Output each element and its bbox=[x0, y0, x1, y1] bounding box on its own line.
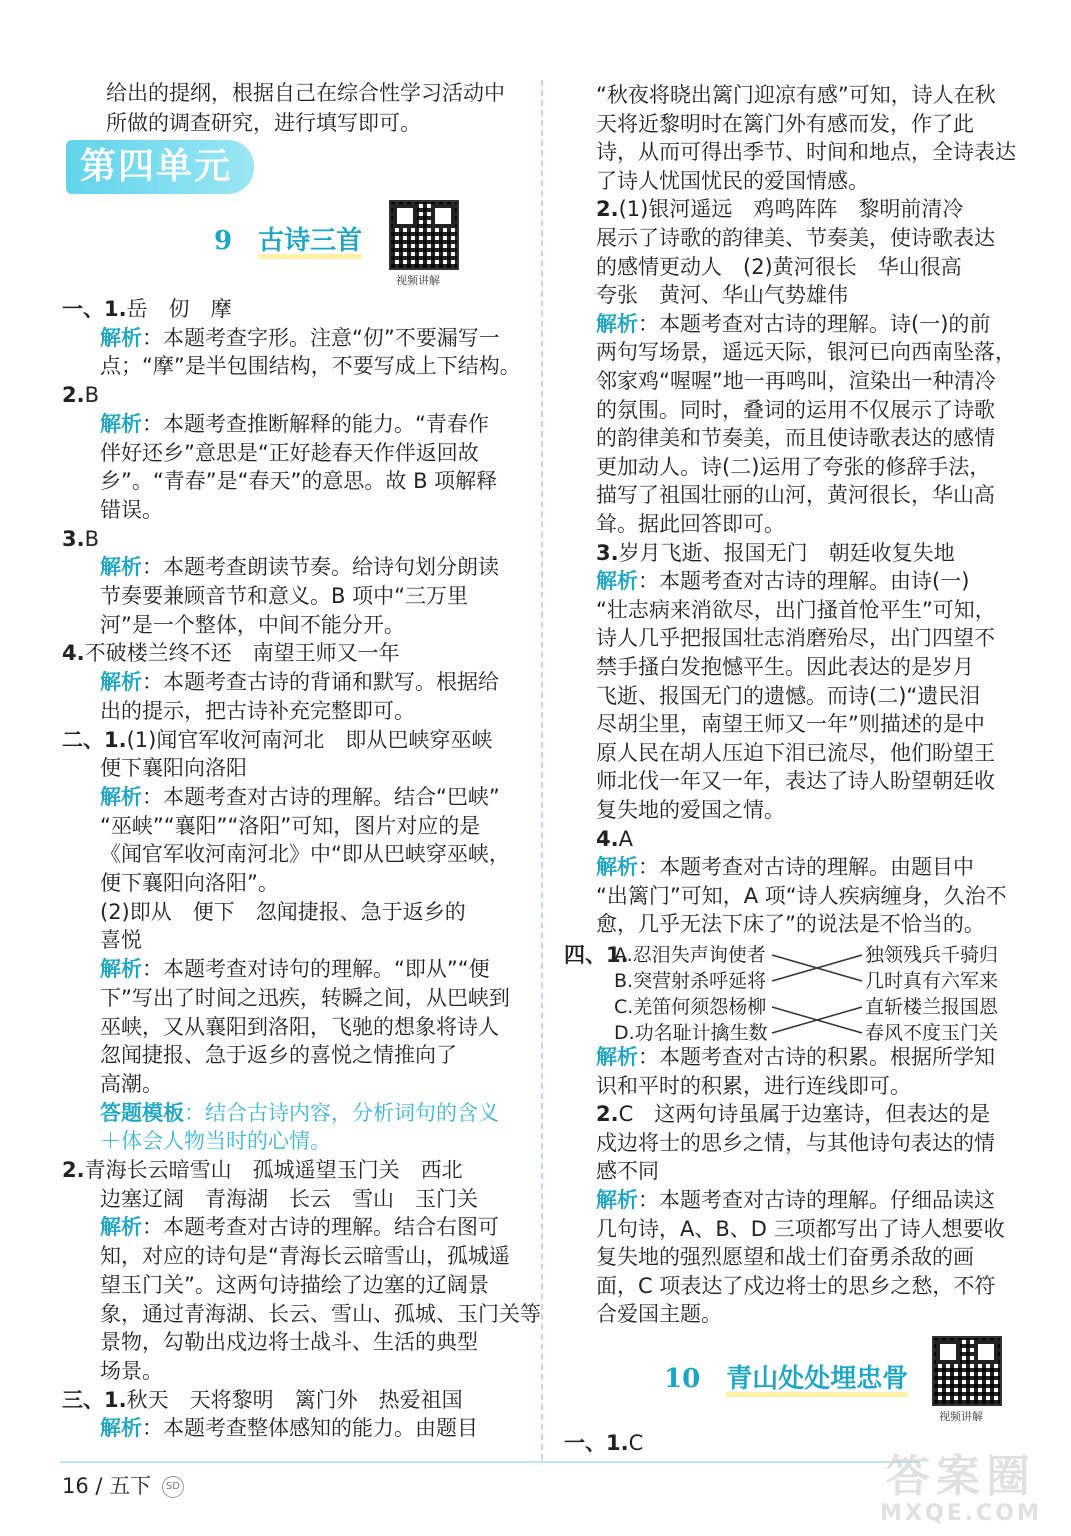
line-text: ：本题考查整体感知的能力。由题目 bbox=[142, 1416, 478, 1441]
text-line bbox=[62, 380, 99, 410]
text-line bbox=[596, 909, 985, 939]
question-label: 二、1. bbox=[62, 727, 127, 752]
match-line-c bbox=[772, 1007, 862, 1033]
line-text: 望玉门关”。这两句诗描绘了边塞的辽阔景 bbox=[100, 1272, 489, 1297]
line-text: 复失地的强烈愿望和战士们奋勇杀敌的画 bbox=[596, 1245, 974, 1270]
line-text: “壮志病来消欲尽，出门搔首怆平生”可知， bbox=[596, 597, 996, 622]
text-line bbox=[62, 725, 492, 755]
analysis-keyword: 解析 bbox=[100, 1416, 142, 1441]
text-line bbox=[100, 466, 497, 496]
line-text: 的韵律美和节奏美，而且使诗歌表达的感情 bbox=[596, 426, 995, 451]
page-separator: / bbox=[95, 1474, 103, 1498]
text-line bbox=[596, 538, 955, 568]
text-line bbox=[100, 1299, 541, 1329]
line-text: 飞逝、报国无门的遗憾。而诗(二)“遗民泪 bbox=[596, 683, 981, 708]
analysis-keyword: 解析 bbox=[100, 325, 142, 350]
text-line bbox=[596, 1128, 995, 1158]
text-line bbox=[100, 552, 499, 582]
line-text: 愈，几乎无法下床了”的说法是不恰当的。 bbox=[596, 912, 985, 937]
unit-title: 第四单元 bbox=[66, 140, 254, 194]
text-line bbox=[596, 709, 985, 739]
analysis-keyword: 解析 bbox=[596, 855, 638, 880]
line-text: 邻家鸡“喔喔”地一再鸣叫，渲染出一种清冷 bbox=[596, 369, 996, 393]
text-line bbox=[596, 194, 963, 224]
match-line-a bbox=[772, 955, 862, 981]
text-line bbox=[596, 738, 995, 768]
text-line bbox=[596, 80, 996, 110]
question-label: 2. bbox=[596, 1102, 619, 1127]
text-line bbox=[596, 1156, 659, 1186]
lesson-9-title bbox=[214, 226, 362, 259]
text-line bbox=[100, 409, 489, 439]
line-text: 《闻官军收河南河北》中“即从巴峡穿巫峡， bbox=[100, 842, 510, 867]
text-line bbox=[100, 1126, 331, 1156]
watermark-line-1: 答案圈 bbox=[886, 1451, 1036, 1502]
line-text: (2)即从 便下 忽闻捷报、急于返乡的 bbox=[100, 899, 466, 924]
text-line bbox=[596, 280, 848, 310]
line-text: (1)闻官军收河南河北 即从巴峡穿巫峡 bbox=[126, 727, 493, 752]
line-text: 出的提示，把古诗补充完整即可。 bbox=[100, 698, 415, 723]
qr-code-icon[interactable] bbox=[932, 1336, 1002, 1406]
line-text: 青海长云暗雪山 孤城遥望玉门关 西北 bbox=[84, 1158, 463, 1182]
line-text: 边塞辽阔 青海湖 长云 雪山 玉门关 bbox=[100, 1186, 478, 1211]
line-text: 感不同 bbox=[596, 1159, 659, 1184]
line-text: “巫峡”“襄阳”“洛阳”可知，图片对应的是 bbox=[100, 813, 481, 838]
text-line bbox=[100, 782, 500, 812]
line-text: ：本题考查对古诗的理解。由题目中 bbox=[638, 855, 974, 880]
line-text: 原人民在胡人压迫下泪已流尽，他们盼望王 bbox=[596, 740, 995, 765]
line-text: 便下襄阳向洛阳”。 bbox=[100, 871, 279, 895]
text-line bbox=[100, 323, 500, 353]
text-line bbox=[100, 1327, 478, 1357]
text-line bbox=[596, 1299, 722, 1329]
text-line bbox=[100, 1069, 163, 1099]
line-text: 展示了诗歌的韵律美、节奏美，使诗歌表达 bbox=[596, 226, 995, 250]
text-line bbox=[100, 1040, 457, 1070]
text-line bbox=[596, 1271, 995, 1301]
line-text: 了诗人忧国忧民的爱国情感。 bbox=[596, 168, 869, 193]
question-label: 一、1. bbox=[564, 1431, 629, 1455]
text-line bbox=[596, 1071, 911, 1101]
text-line bbox=[596, 852, 974, 882]
match-left-a: A.忍泪失声询使者 bbox=[614, 944, 766, 966]
column-divider bbox=[541, 80, 543, 1460]
text-line bbox=[596, 766, 995, 796]
text-line bbox=[62, 294, 232, 324]
page-footer bbox=[62, 1470, 184, 1500]
line-text: 描写了祖国壮丽的山河，黄河很长，华山高 bbox=[596, 483, 995, 508]
line-text: “秋夜将晓出篱门迎凉有感”可知，诗人在秋 bbox=[596, 83, 996, 107]
analysis-keyword: 解析 bbox=[100, 670, 142, 695]
question-label: 4. bbox=[596, 826, 619, 851]
lesson-10-title bbox=[664, 1364, 908, 1397]
line-text: B bbox=[84, 526, 100, 551]
text-line bbox=[100, 1413, 478, 1443]
text-line bbox=[100, 1356, 163, 1386]
line-text: 岁月飞逝、报国无门 朝廷收复失地 bbox=[618, 540, 955, 565]
line-text: 复失地的爱国之情。 bbox=[596, 798, 785, 822]
match-left-d: D.功名耻计擒生数 bbox=[614, 1022, 768, 1044]
text-line bbox=[596, 223, 995, 253]
line-text: 合爱国主题。 bbox=[596, 1302, 722, 1327]
line-text: 识和平时的积累，进行连线即可。 bbox=[596, 1073, 911, 1098]
line-text: C 这两句诗虽属于边塞诗，但表达的是 bbox=[618, 1102, 991, 1127]
text-line bbox=[100, 897, 466, 927]
line-text: ：本题考查古诗的背诵和默写。根据给 bbox=[142, 670, 499, 695]
line-text: “出篱门”可知，A 项“诗人疾病缠身，久治不 bbox=[596, 883, 1007, 908]
lesson-name: 古诗三首 bbox=[258, 228, 362, 259]
line-text: 更加动人。诗(二)运用了夸张的修辞手法， bbox=[596, 454, 991, 479]
text-line bbox=[100, 868, 279, 898]
line-text: 几句诗，A、B、D 三项都写出了诗人想要收 bbox=[596, 1216, 1005, 1241]
answer-text: C bbox=[628, 1431, 644, 1455]
line-text: 夸张 黄河、华山气势雄伟 bbox=[596, 283, 848, 308]
line-text: 的氛围。同时，叠词的运用不仅展示了诗歌 bbox=[596, 397, 995, 422]
line-text: A bbox=[618, 826, 633, 851]
question-label: 一、1. bbox=[62, 297, 127, 321]
match-left-b: B.突营射杀呼延将 bbox=[614, 970, 767, 992]
text-line bbox=[100, 438, 479, 468]
question-label: 3. bbox=[596, 540, 619, 565]
text-line bbox=[596, 423, 995, 453]
text-line bbox=[100, 839, 510, 869]
line-text: ：本题考查对古诗的积累。根据所学知 bbox=[638, 1045, 995, 1069]
line-text: 两句写场景，遥远天际，银河已向西南坠落， bbox=[596, 340, 1016, 365]
question-label: 2. bbox=[62, 383, 85, 408]
text-line bbox=[596, 652, 974, 682]
text-line bbox=[596, 109, 974, 139]
text-line bbox=[100, 1012, 499, 1042]
text-line bbox=[596, 166, 869, 196]
text-line bbox=[596, 595, 996, 625]
text-line bbox=[596, 881, 1007, 911]
line-text: 的感情更动人 (2)黄河很长 华山很高 bbox=[596, 254, 962, 279]
line-text: ：本题考查推断解释的能力。“青春作 bbox=[142, 411, 489, 436]
text-line bbox=[596, 1185, 995, 1215]
text-line bbox=[100, 983, 510, 1013]
text-line bbox=[596, 566, 969, 596]
line-text: 点；“摩”是半包围结构，不要写成上下结构。 bbox=[100, 354, 521, 379]
line-text: ：本题考查字形。注意“仞”不要漏写一 bbox=[142, 325, 500, 350]
line-text: 面，C 项表达了戍边将士的思乡之愁，不符 bbox=[596, 1273, 996, 1298]
text-line bbox=[596, 452, 990, 482]
line-text: ：本题考查对诗句的理解。“即从”“便 bbox=[142, 957, 490, 982]
qr-caption: 视频讲解 bbox=[939, 1410, 983, 1423]
analysis-keyword: 解析 bbox=[596, 1188, 638, 1212]
text-line bbox=[596, 395, 995, 425]
line-text: 知，对应的诗句是“青海长云暗雪山，孤城遥 bbox=[100, 1244, 510, 1269]
text-line bbox=[100, 1241, 510, 1271]
line-text: 师北伐一年又一年，表达了诗人盼望朝廷收 bbox=[596, 769, 995, 794]
line-text: 岳 仞 摩 bbox=[126, 297, 232, 321]
text-line bbox=[62, 1155, 463, 1185]
analysis-keyword: 答题模板 bbox=[100, 1100, 184, 1125]
text-line bbox=[596, 1214, 1005, 1244]
question-label: 4. bbox=[62, 641, 85, 666]
match-right-2: 几时真有六军来 bbox=[865, 970, 999, 992]
text-line bbox=[100, 351, 521, 381]
text-line bbox=[596, 252, 962, 282]
text-line bbox=[596, 1242, 974, 1272]
line-text: ：本题考查对古诗的理解。结合“巴峡” bbox=[142, 784, 500, 809]
text-line bbox=[100, 1212, 499, 1242]
matching-label: 四、1. bbox=[564, 943, 629, 967]
template-text: ：结合古诗内容，分析词句的含义 bbox=[184, 1100, 499, 1125]
line-text: B bbox=[84, 383, 100, 408]
line-text: ：本题考查对古诗的理解。由诗(一) bbox=[638, 569, 970, 594]
text-line bbox=[596, 681, 980, 711]
text-line bbox=[62, 1385, 463, 1415]
watermark bbox=[876, 1452, 1046, 1532]
line-text: ：本题考查朗读节奏。给诗句划分朗读 bbox=[142, 555, 499, 580]
line-text: ：本题考查对古诗的理解。仔细品读这 bbox=[638, 1188, 995, 1212]
text-line bbox=[100, 1098, 499, 1128]
intro-line-1: 给出的提纲，根据自己在综合性学习活动中 bbox=[106, 81, 505, 105]
text-line bbox=[596, 623, 995, 653]
footer-rule bbox=[60, 1461, 920, 1463]
qr-caption: 视频讲解 bbox=[396, 274, 440, 287]
text-line bbox=[100, 667, 499, 697]
text-line bbox=[100, 1270, 489, 1300]
line-text: 忽闻捷报、急于返乡的喜悦之情推向了 bbox=[100, 1043, 457, 1068]
qr-code-icon[interactable] bbox=[389, 200, 459, 270]
analysis-keyword: 解析 bbox=[100, 784, 142, 809]
line-text: 尽胡尘里，南望王师又一年”则描述的是中 bbox=[596, 712, 985, 737]
match-line-d bbox=[772, 1007, 862, 1033]
line-text: 耸。据此回答即可。 bbox=[596, 512, 785, 536]
line-text: 戍边将士的思乡之情，与其他诗句表达的情 bbox=[596, 1130, 995, 1155]
line-text: 秋天 天将黎明 篱门外 热爱祖国 bbox=[126, 1387, 463, 1412]
text-line bbox=[100, 610, 405, 640]
question-label: 2. bbox=[62, 1158, 85, 1182]
line-text: 乡”。“青春”是“春天”的意思。故 B 项解释 bbox=[100, 469, 498, 494]
analysis-keyword: 解析 bbox=[596, 569, 638, 594]
analysis-keyword: 解析 bbox=[100, 1215, 142, 1240]
grade-label: 五下 bbox=[109, 1474, 152, 1498]
text-line bbox=[100, 495, 163, 525]
line-text: 下”写出了时间之迅疾，转瞬之间，从巴峡到 bbox=[100, 985, 510, 1010]
analysis-keyword: 解析 bbox=[596, 1045, 638, 1069]
line-text: 不破楼兰终不还 南望王师又一年 bbox=[84, 641, 400, 666]
line-text: 伴好还乡”意思是“正好趁春天作伴返回故 bbox=[100, 440, 479, 465]
text-line bbox=[100, 954, 490, 984]
line-text: ：本题考查对古诗的理解。结合右图可 bbox=[142, 1215, 499, 1240]
question-label: 三、1. bbox=[62, 1387, 127, 1412]
line-text: 高潮。 bbox=[100, 1071, 163, 1096]
text-line bbox=[596, 795, 785, 825]
line-text: 河”是一个整体，中间不能分开。 bbox=[100, 612, 405, 637]
text-line bbox=[100, 1184, 478, 1214]
text-line bbox=[100, 696, 415, 726]
intro-line-2: 所做的调查研究，进行填写即可。 bbox=[106, 111, 421, 135]
line-text: 节奏要兼顾音节和意义。B 项中“三万里 bbox=[100, 584, 468, 608]
line-text: 场景。 bbox=[100, 1358, 163, 1383]
match-left-c: C.羌笛何须怨杨柳 bbox=[614, 996, 767, 1018]
line-text: 便下襄阳向洛阳 bbox=[100, 756, 247, 781]
line-text: 禁手搔白发抱憾平生。因此表达的是岁月 bbox=[596, 655, 974, 679]
line-text: ：本题考查对古诗的理解。诗(一)的前 bbox=[638, 311, 991, 336]
analysis-keyword: 解析 bbox=[100, 555, 142, 580]
text-line bbox=[596, 824, 633, 854]
line-text: 景物，勾勒出戍边将士战斗、生活的典型 bbox=[100, 1330, 478, 1355]
question-label: 2. bbox=[596, 197, 619, 222]
line-text: 天将近黎明时在篱门外有感而发，作了此 bbox=[596, 111, 974, 136]
text-line bbox=[100, 581, 468, 611]
match-line-b bbox=[772, 955, 862, 981]
match-right-1: 独领残兵千骑归 bbox=[865, 944, 999, 966]
line-text: (1)银河遥远 鸡鸣阵阵 黎明前清冷 bbox=[618, 197, 964, 222]
lesson-number: 10 bbox=[664, 1364, 701, 1394]
text-line bbox=[62, 638, 400, 668]
question-label: 3. bbox=[62, 526, 85, 551]
text-line bbox=[596, 366, 996, 396]
match-right-3: 直斩楼兰报国恩 bbox=[865, 996, 999, 1018]
text-line bbox=[100, 925, 142, 955]
text-line bbox=[596, 309, 990, 339]
analysis-keyword: 解析 bbox=[100, 411, 142, 436]
analysis-keyword: 解析 bbox=[100, 957, 142, 982]
watermark-line-2: MXQE.COM bbox=[880, 1501, 1042, 1526]
line-text: 错误。 bbox=[100, 497, 163, 522]
line-text: 诗，从而可得出季节、时间和地点，全诗表达 bbox=[596, 140, 1016, 165]
text-line bbox=[596, 509, 785, 539]
lesson-number: 9 bbox=[214, 226, 233, 256]
line-text: 巫峡，又从襄阳到洛阳，飞驰的想象将诗人 bbox=[100, 1014, 499, 1039]
template-text: ＋体会人物当时的心情。 bbox=[100, 1129, 331, 1154]
analysis-keyword: 解析 bbox=[596, 311, 638, 336]
text-line bbox=[596, 480, 995, 510]
text-line bbox=[596, 1042, 995, 1072]
text-line bbox=[596, 1099, 990, 1129]
line-text: 喜悦 bbox=[100, 928, 142, 953]
line-text: 诗人几乎把报国壮志消磨殆尽，出门四望不 bbox=[596, 626, 995, 651]
edition-badge: SD bbox=[162, 1476, 184, 1498]
last-answer-line bbox=[564, 1428, 643, 1458]
text-line bbox=[596, 137, 1016, 167]
line-text: 象，通过青海湖、长云、雪山、孤城、玉门关等 bbox=[100, 1301, 541, 1326]
text-line bbox=[100, 753, 247, 783]
page-number: 16 bbox=[62, 1474, 89, 1498]
match-right-4: 春风不度玉门关 bbox=[865, 1022, 999, 1044]
text-line bbox=[62, 524, 99, 554]
text-line bbox=[100, 811, 480, 841]
text-line bbox=[596, 337, 1016, 367]
lesson-name: 青山处处埋忠骨 bbox=[726, 1366, 908, 1397]
